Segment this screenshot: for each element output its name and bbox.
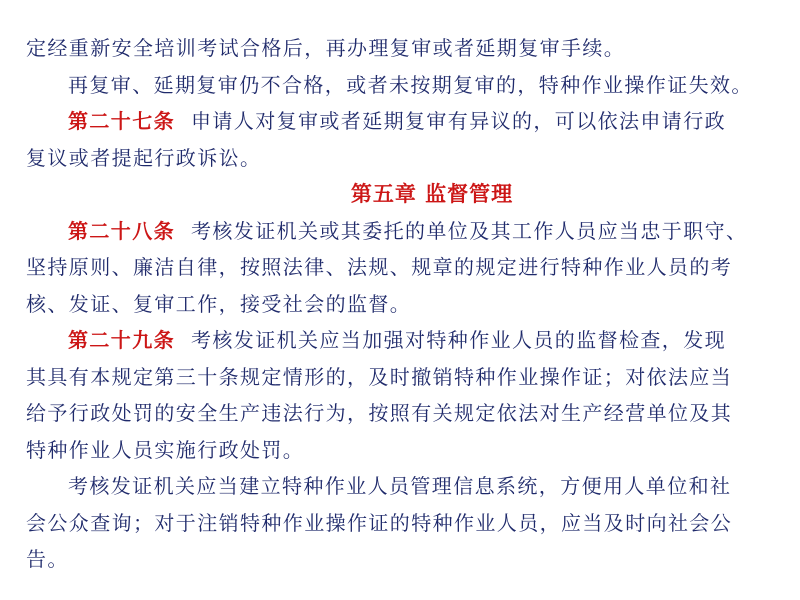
article-28-line-3: 核、发证、复审工作，接受社会的监督。 [26,291,412,316]
article-27-line-1 [26,103,778,140]
chapter-title: 第五章 监督管理 [350,181,514,206]
article-27-text-1: 申请人对复审或者延期复审有异议的，可以依法申请行政 [191,109,726,133]
paragraph-info-system-line-3: 告。 [26,547,69,571]
paragraph-info-system-line-1: 考核发证机关应当建立特种作业人员管理信息系统，方便用人单位和社 [68,474,732,498]
article-28-number: 第二十八条 [68,218,175,243]
article-29-line-3: 给予行政处罚的安全生产违法行为，按照有关规定依法对生产经营单位及其 [26,401,733,425]
article-27-line-2: 复议或者提起行政诉讼。 [26,145,262,170]
paragraph-info-system-line-2: 会公众查询；对于注销特种作业操作证的特种作业人员，应当及时向社会公 [26,510,733,535]
article-29-line-4: 特种作业人员实施行政处罚。 [26,437,305,462]
article-29-number: 第二十九条 [68,328,175,352]
article-28-line-1 [26,213,778,250]
article-28-line-2: 坚持原则、廉洁自律，按照法律、法规、规章的规定进行特种作业人员的考 [26,255,733,279]
article-29-text-1: 考核发证机关应当加强对特种作业人员的监督检查，发现 [191,328,726,352]
paragraph-continuation-line: 定经重新安全培训考试合格后，再办理复审或者延期复审手续。 [26,36,626,60]
article-29-line-1 [26,322,778,359]
article-28-text-1: 考核发证机关或其委托的单位及其工作人员应当忠于职守、 [191,218,748,243]
article-29-line-2: 其具有本规定第三十条规定情形的，及时撤销特种作业操作证；对依法应当 [26,364,733,389]
paragraph-reexam-invalid: 再复审、延期复审仍不合格，或者未按期复审的，特种作业操作证失效。 [68,72,753,97]
article-27-number: 第二十七条 [68,109,175,133]
